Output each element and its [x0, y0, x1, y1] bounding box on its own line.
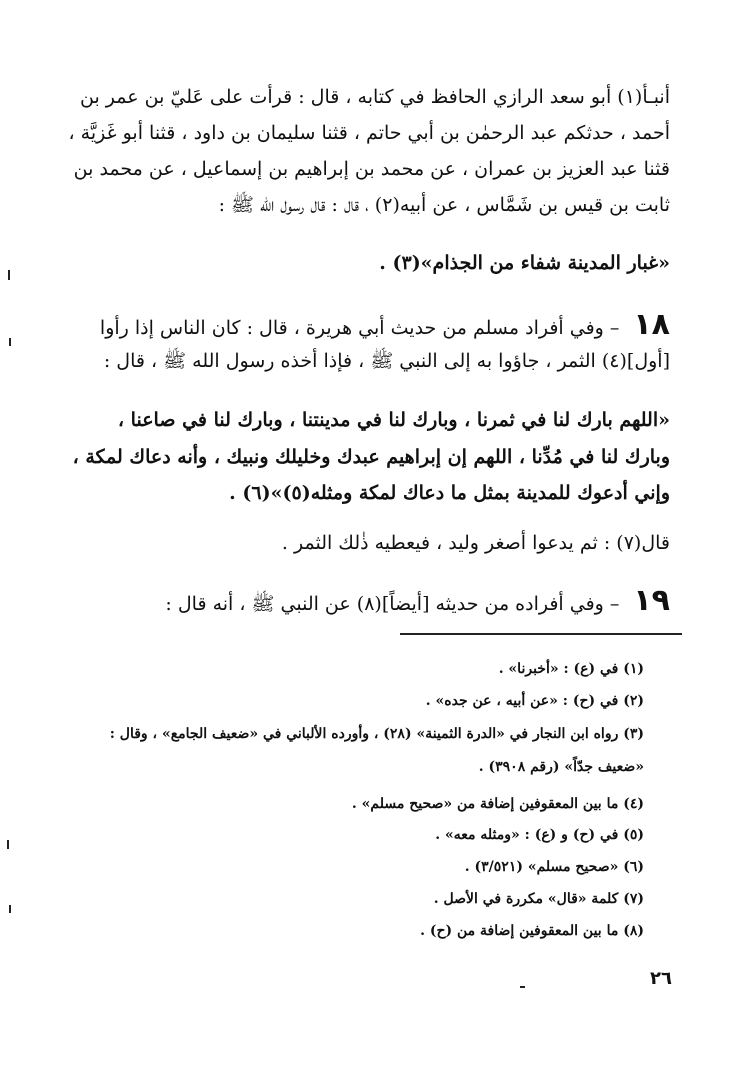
text-line: ثابت بن قيس بن شَمَّاس ، عن أبيه(٢) ، قال : قال رسول الله ﷺ : — [218, 194, 670, 216]
hadith-quote: وبارك لنا في مُدِّنا ، اللهم إن إبراهيم عبدك وخليلك ونبيك ، وأنه دعاك لمكة ، — [72, 446, 670, 468]
text-line: أنبـأ(١) أبو سعد الرازي الحافظ في كتابه ، قال : قرأت على عَليّ بن عمر بن — [80, 86, 670, 108]
footnote: (٢) في (ح) : «عن أبيه ، عن جده» . — [425, 693, 644, 709]
footnote: (٣) رواه ابن النجار في «الدرة الثمينة» (٢٨) ، وأورده الألباني في «ضعيف الجامع» ، وقال : — [109, 726, 644, 742]
hadith-number: ١٩ — [633, 583, 670, 618]
hadith-quote: «اللهم بارك لنا في ثمرنا ، وبارك لنا في مدينتنا ، وبارك لنا في صاعنا ، — [117, 409, 670, 431]
footnote: (٤) ما بين المعقوفين إضافة من «صحيح مسلم» . — [351, 796, 644, 812]
scan-mark — [8, 270, 10, 280]
hadith-quote: «غبار المدينة شفاء من الجذام»(٣) . — [379, 252, 670, 274]
footnote: (١) في (ع) : «أخبرنا» . — [498, 661, 644, 677]
scan-mark — [9, 905, 11, 913]
text-line: قال(٧) : ثم يدعوا أصغر وليد ، فيعطيه ذٰلك الثمر . — [281, 532, 670, 554]
footnote-continuation: «ضعيف جدّاً» (رقم ٣٩٠٨) . — [478, 759, 644, 775]
hadith-item-19 — [40, 583, 670, 619]
text-line: قثنا عبد العزيز بن عمران ، عن محمد بن إبراهيم بن إسماعيل ، عن محمد بن — [73, 158, 670, 180]
text-line: [أول](٤) الثمر ، جاؤوا به إلى النبي ﷺ ، فإذا أخذه رسول الله ﷺ ، قال : — [103, 350, 670, 372]
hadith-quote: وإني أدعوك للمدينة بمثل ما دعاك لمكة ومثله(٥)»(٦) . — [229, 482, 670, 504]
footnote: (٥) في (ح) و (ع) : «ومثله معه» . — [435, 827, 644, 843]
footnote-divider — [400, 633, 682, 635]
page-number: ٢٦ — [650, 968, 672, 989]
scan-mark — [9, 338, 11, 346]
footnote: (٨) ما بين المعقوفين إضافة من (ح) . — [420, 923, 644, 939]
hadith-item-18 — [40, 307, 670, 343]
footnote: (٧) كلمة «قال» مكررة في الأصل . — [433, 891, 644, 907]
scan-mark — [7, 840, 9, 849]
text-line: أحمد ، حدثكم عبد الرحمٰن بن أبي حاتم ، قثنا سليمان بن داود ، قثنا أبو غَزيَّة ، — [68, 122, 670, 144]
scan-mark — [520, 986, 525, 988]
text-line: – وفي أفراد مسلم من حديث أبي هريرة ، قال : كان الناس إذا رأوا — [99, 317, 620, 339]
hadith-number: ١٨ — [633, 307, 670, 342]
footnote: (٦) «صحيح مسلم» (٣/٥٢١) . — [464, 859, 644, 875]
text-line: – وفي أفراده من حديثه [أيضاً](٨) عن النبي ﷺ ، أنه قال : — [165, 593, 620, 615]
